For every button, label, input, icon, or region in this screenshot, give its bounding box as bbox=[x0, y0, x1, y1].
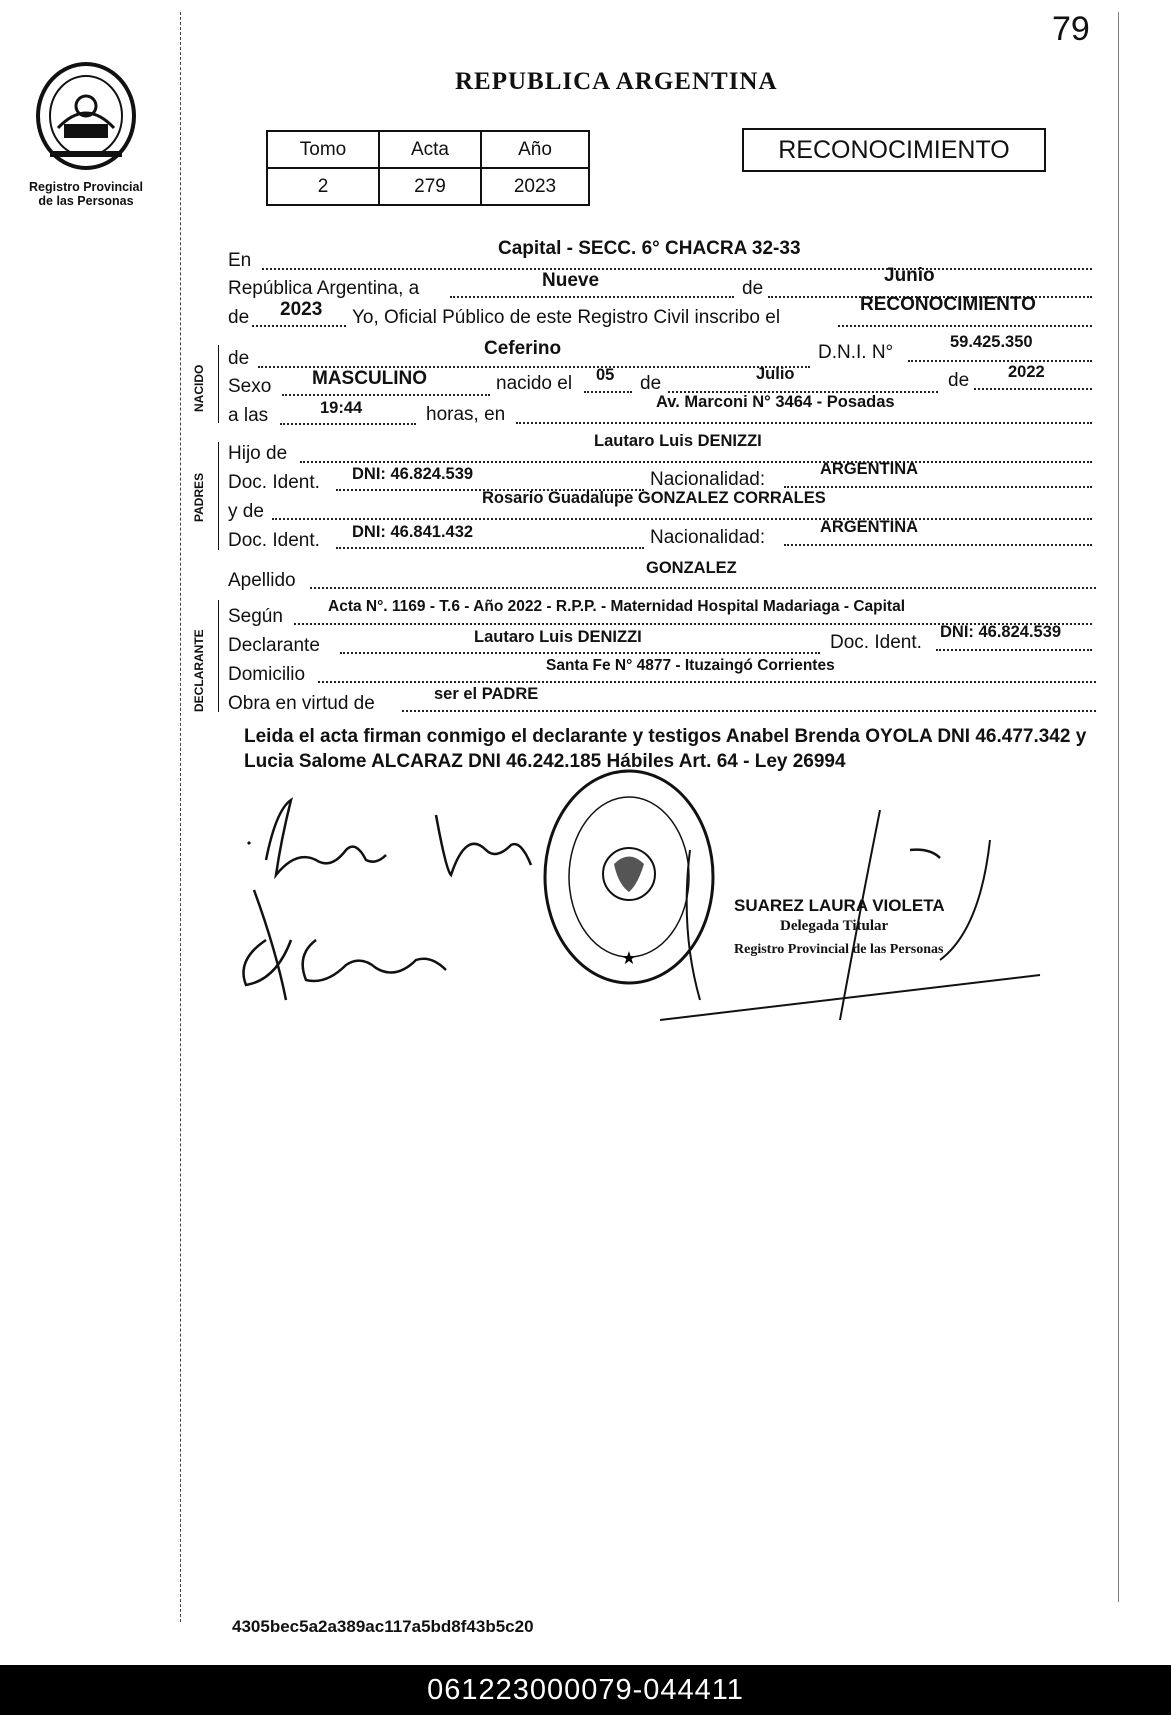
dotted-line bbox=[908, 358, 1092, 362]
birth-day-value: 05 bbox=[596, 366, 615, 384]
official-office: Registro Provincial de las Personas bbox=[734, 942, 944, 957]
dotted-line bbox=[936, 647, 1092, 651]
father-nationality-value: ARGENTINA bbox=[820, 460, 919, 478]
table-header-anio: Año bbox=[481, 131, 589, 168]
surname-value: GONZALEZ bbox=[646, 559, 737, 577]
segun-label: Según bbox=[228, 606, 283, 627]
table-header-acta: Acta bbox=[379, 131, 481, 168]
nacido-label: nacido el bbox=[496, 373, 573, 394]
birth-place-value: Av. Marconi N° 3464 - Posadas bbox=[656, 393, 895, 411]
father-name-value: Lautaro Luis DENIZZI bbox=[594, 432, 762, 450]
document-hash: 4305bec5a2a389ac117a5bd8f43b5c20 bbox=[232, 1617, 534, 1636]
apellido-label: Apellido bbox=[228, 570, 296, 591]
svg-text:★: ★ bbox=[620, 948, 638, 968]
closing-statement: Leida el acta firman conmigo el declarante y testigos Anabel Brenda OYOLA DNI 46.477.342 y Lucia Salome ALCARAZ DNI 46.242.185 Hábiles Art. 64 - Ley 26994 bbox=[244, 726, 1087, 772]
de-label: de bbox=[742, 278, 764, 299]
doc-ident-label: Doc. Ident. bbox=[228, 472, 320, 493]
doc-ident-label: Doc. Ident. bbox=[228, 530, 320, 551]
record-table bbox=[266, 130, 590, 206]
declarant-name-value: Lautaro Luis DENIZZI bbox=[474, 628, 642, 646]
table-header-tomo: Tomo bbox=[267, 131, 379, 168]
side-label-declarante: DECLARANTE bbox=[192, 629, 206, 712]
left-margin-line bbox=[180, 12, 181, 1622]
a-las-label: a las bbox=[228, 405, 269, 426]
dotted-line bbox=[282, 392, 490, 396]
logo-caption-line2: de las Personas bbox=[38, 194, 134, 208]
hijo-label: Hijo de bbox=[228, 443, 288, 464]
address-value: Santa Fe N° 4877 - Ituzaingó Corrientes bbox=[546, 657, 835, 674]
page-number: 79 bbox=[1052, 10, 1090, 48]
birth-month-value: Julio bbox=[756, 365, 795, 383]
dotted-line bbox=[838, 323, 1092, 327]
dotted-line bbox=[336, 545, 644, 549]
nacionalidad-label: Nacionalidad: bbox=[650, 527, 766, 548]
provincial-seal-logo bbox=[30, 58, 142, 178]
document-title: REPUBLICA ARGENTINA bbox=[455, 68, 778, 95]
child-name-value: Ceferino bbox=[484, 338, 562, 359]
en-label: En bbox=[228, 250, 252, 271]
logo-caption bbox=[14, 180, 158, 208]
sexo-label: Sexo bbox=[228, 376, 272, 397]
official-name: SUAREZ LAURA VIOLETA bbox=[734, 896, 945, 915]
inscription-type-value: RECONOCIMIENTO bbox=[860, 294, 1036, 315]
table-value-acta: 279 bbox=[379, 168, 481, 205]
side-label-padres: PADRES bbox=[192, 472, 206, 522]
sex-value: MASCULINO bbox=[312, 368, 428, 389]
dotted-line bbox=[450, 294, 734, 298]
dotted-line bbox=[974, 386, 1092, 390]
place-value: Capital - SECC. 6° CHACRA 32-33 bbox=[498, 238, 801, 259]
dotted-line bbox=[516, 420, 1092, 424]
de-label: de bbox=[640, 373, 662, 394]
year-value: 2023 bbox=[280, 299, 323, 320]
day-value: Nueve bbox=[542, 270, 600, 291]
horas-label: horas, en bbox=[426, 404, 506, 425]
dotted-line bbox=[318, 679, 1096, 683]
birth-year-value: 2022 bbox=[1008, 363, 1045, 381]
declarante-label: Declarante bbox=[228, 635, 320, 656]
segun-value: Acta N°. 1169 - T.6 - Año 2022 - R.P.P. - Maternidad Hospital Madariaga - Capital bbox=[328, 598, 905, 615]
oficial-label: Yo, Oficial Público de este Registro Civil inscribo el bbox=[352, 307, 781, 328]
domicilio-label: Domicilio bbox=[228, 664, 306, 685]
table-value-anio: 2023 bbox=[481, 168, 589, 205]
doc-ident-label: Doc. Ident. bbox=[830, 632, 922, 653]
obra-label: Obra en virtud de bbox=[228, 693, 375, 714]
father-doc-value: DNI: 46.824.539 bbox=[352, 465, 474, 483]
mother-name-value: Rosario Guadalupe GONZALEZ CORRALES bbox=[482, 489, 826, 507]
dotted-line bbox=[272, 516, 1092, 520]
logo-caption-line1: Registro Provincial bbox=[29, 180, 143, 194]
table-value-tomo: 2 bbox=[267, 168, 379, 205]
dotted-line bbox=[584, 389, 632, 393]
dotted-line bbox=[340, 650, 820, 654]
dotted-line bbox=[300, 459, 1092, 463]
dotted-line bbox=[784, 484, 1092, 488]
dotted-line bbox=[784, 542, 1092, 546]
dotted-line bbox=[262, 266, 1092, 270]
record-type-box: RECONOCIMIENTO bbox=[742, 128, 1046, 172]
dotted-line bbox=[252, 323, 346, 327]
mother-nationality-value: ARGENTINA bbox=[820, 518, 919, 536]
dotted-line bbox=[310, 585, 1096, 589]
official-role: Delegada Titular bbox=[780, 918, 889, 934]
obra-value: ser el PADRE bbox=[434, 685, 539, 703]
dotted-line bbox=[280, 421, 416, 425]
section-bar bbox=[218, 600, 219, 712]
section-bar bbox=[218, 345, 219, 423]
section-bar bbox=[218, 442, 219, 550]
declarant-signature bbox=[236, 790, 586, 1010]
side-label-nacido: NACIDO bbox=[192, 364, 206, 412]
republica-label: República Argentina, a bbox=[228, 278, 420, 299]
dotted-line bbox=[402, 708, 1096, 712]
right-margin-line bbox=[1118, 12, 1119, 1602]
declarant-doc-value: DNI: 46.824.539 bbox=[940, 623, 1062, 641]
footer-code-bar: 061223000079-044411 bbox=[0, 1665, 1171, 1715]
de-label: de bbox=[228, 307, 250, 328]
nacionalidad-label: Nacionalidad: bbox=[650, 469, 766, 490]
de-label: de bbox=[228, 348, 250, 369]
mother-doc-value: DNI: 46.841.432 bbox=[352, 523, 474, 541]
birth-time-value: 19:44 bbox=[320, 399, 363, 417]
dni-label: D.N.I. N° bbox=[818, 342, 894, 363]
child-dni-value: 59.425.350 bbox=[950, 333, 1033, 351]
y-de-label: y de bbox=[228, 501, 264, 522]
de-label: de bbox=[948, 370, 970, 391]
month-value: Junio bbox=[884, 265, 935, 286]
